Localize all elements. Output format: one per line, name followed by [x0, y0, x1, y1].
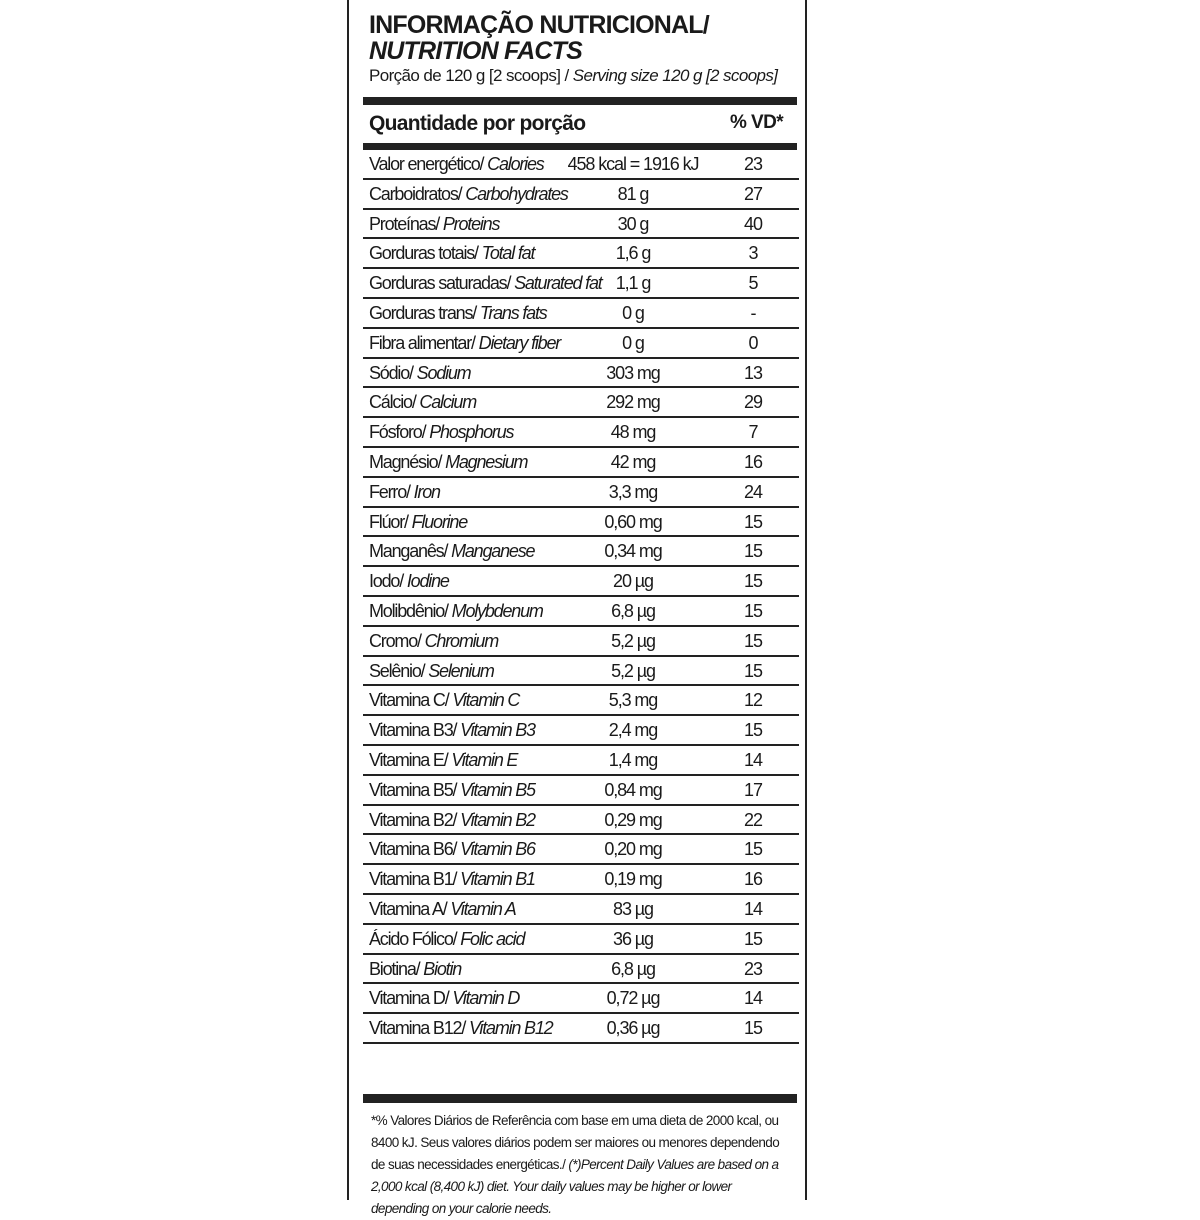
table-row [363, 239, 799, 269]
nutrient-name-en: Magnesium [445, 451, 528, 472]
nutrient-name [369, 392, 476, 413]
table-row [363, 180, 799, 210]
nutrient-name [369, 720, 535, 741]
nutrient-name-pt: Vitamina B3/ [369, 720, 461, 741]
table-row [363, 597, 799, 627]
table-row [363, 359, 799, 389]
nutrient-name [369, 512, 467, 533]
nutrient-name-pt: Selênio/ [369, 660, 429, 681]
nutrient-dv: - [750, 302, 756, 323]
nutrient-amount: 42 mg [610, 451, 656, 472]
nutrient-name-pt: Gorduras totais/ [369, 243, 482, 264]
nutrient-name [369, 482, 440, 503]
nutrient-name-en: Proteins [442, 213, 500, 234]
nutrient-name [369, 988, 519, 1009]
table-row [363, 984, 799, 1014]
nutrient-dv: 24 [743, 481, 763, 502]
table-row [363, 418, 799, 448]
table-row [363, 746, 799, 776]
nutrient-name [369, 750, 517, 771]
nutrient-dv: 15 [743, 541, 763, 562]
nutrient-name [369, 541, 534, 562]
nutrient-name-pt: Vitamina B1/ [369, 869, 461, 890]
nutrient-amount: 0,72 µg [606, 988, 660, 1009]
nutrient-name-pt: Manganês/ [369, 541, 452, 562]
nutrient-name [369, 899, 516, 920]
nutrient-name-pt: Magnésio/ [369, 451, 446, 472]
nutrient-dv: 23 [743, 154, 763, 174]
nutrient-name-en: Folic acid [460, 928, 525, 949]
table-header [363, 108, 797, 144]
nutrient-name [369, 363, 470, 384]
nutrient-amount: 303 mg [606, 362, 660, 383]
footnote-pt: *% Valores Diários de Referência com base em uma dieta de 2000 kcal, ou 8400 kJ. Seus valores diários podem ser maiores ou menores dependendo de suas necessidades energéticas./ [371, 1113, 780, 1172]
nutrient-name-en: Selenium [428, 660, 494, 681]
nutrient-name-en: Phosphorus [429, 422, 514, 443]
nutrient-name-en: Fluorine [411, 511, 468, 532]
nutrient-name-en: Trans fats [479, 302, 547, 323]
nutrient-dv: 15 [743, 511, 763, 532]
nutrient-name [369, 303, 547, 324]
table-row [363, 955, 799, 985]
table-row [363, 806, 799, 836]
nutrient-dv: 14 [743, 749, 763, 770]
nutrient-name [369, 780, 535, 801]
nutrient-name-en: Iron [413, 481, 440, 502]
nutrient-name-en: Sodium [416, 362, 471, 383]
nutrient-dv: 0 [748, 332, 758, 353]
nutrient-name [369, 959, 461, 980]
nutrient-amount: 6,8 µg [611, 958, 655, 979]
serving-size-en: Serving size 120 g [2 scoops] [572, 66, 778, 85]
nutrient-amount: 36 µg [613, 928, 653, 949]
nutrient-dv: 17 [743, 779, 763, 800]
nutrient-name-en: Iodine [406, 571, 449, 592]
dv-header: % VD* [730, 112, 783, 133]
nutrient-name-pt: Cromo/ [369, 630, 425, 651]
nutrient-dv: 13 [743, 362, 763, 383]
nutrient-name [369, 154, 544, 175]
nutrient-dv: 14 [743, 898, 763, 919]
table-row [363, 865, 799, 895]
nutrient-dv: 15 [743, 571, 763, 592]
nutrient-amount: 5,3 mg [608, 690, 658, 711]
table-row [363, 388, 799, 418]
nutrient-dv: 15 [743, 1018, 763, 1039]
nutrient-name-en: Molybdenum [451, 600, 543, 621]
nutrient-dv: 15 [743, 600, 763, 621]
nutrient-name-en: Vitamin D [452, 988, 520, 1009]
nutrient-name-en: Biotin [423, 958, 462, 979]
nutrient-amount: 81 g [617, 183, 649, 204]
nutrient-name-pt: Molibdênio/ [369, 600, 452, 621]
nutrient-name-pt: Cálcio/ [369, 392, 420, 413]
nutrient-name-pt: Fósforo/ [369, 422, 430, 443]
nutrient-amount: 1,4 mg [608, 749, 658, 770]
nutrient-name [369, 690, 519, 711]
nutrient-name-en: Vitamin B12 [468, 1018, 553, 1039]
serving-size-pt: Porção de 120 g [2 scoops] / [369, 66, 573, 85]
table-row [363, 567, 799, 597]
nutrient-name-pt: Gorduras saturadas/ [369, 273, 515, 294]
nutrient-dv: 15 [743, 928, 763, 949]
nutrient-amount: 458 kcal = 1916 kJ [567, 154, 699, 174]
nutrient-dv: 29 [743, 392, 763, 413]
nutrient-name-pt: Vitamina B2/ [369, 809, 461, 830]
nutrient-amount: 0,36 µg [606, 1018, 660, 1039]
nutrient-name-en: Vitamin E [451, 749, 518, 770]
nutrient-name-pt: Vitamina E/ [369, 749, 452, 770]
nutrient-name-en: Carbohydrates [465, 183, 568, 204]
nutrient-amount: 0 g [622, 332, 644, 353]
table-row [363, 776, 799, 806]
table-row [363, 478, 799, 508]
nutrient-amount: 2,4 mg [608, 720, 658, 741]
nutrient-dv: 12 [743, 690, 763, 711]
nutrient-name-en: Saturated fat [514, 273, 602, 294]
nutrient-name-pt: Vitamina D/ [369, 988, 453, 1009]
nutrient-name [369, 810, 535, 831]
table-row [363, 657, 799, 687]
nutrient-name [369, 1018, 552, 1039]
nutrient-name-pt: Vitamina C/ [369, 690, 453, 711]
nutrient-name [369, 184, 568, 205]
nutrient-name-pt: Iodo/ [369, 571, 407, 592]
nutrient-amount: 30 g [617, 213, 649, 234]
nutrient-amount: 20 µg [613, 571, 653, 592]
nutrient-name-en: Vitamin B2 [460, 809, 535, 830]
nutrient-amount: 0,34 mg [604, 541, 662, 562]
nutrient-name [369, 214, 499, 235]
nutrient-name-pt: Ferro/ [369, 481, 414, 502]
nutrient-amount: 0,20 mg [604, 839, 662, 860]
nutrient-name [369, 869, 535, 890]
table-row [363, 508, 799, 538]
nutrient-amount: 292 mg [606, 392, 660, 413]
nutrient-dv: 15 [743, 720, 763, 741]
nutrient-name [369, 422, 513, 443]
nutrient-amount: 1,1 g [615, 273, 651, 294]
thick-divider-middle [363, 143, 797, 150]
nutrient-name [369, 243, 534, 264]
table-row [363, 835, 799, 865]
nutrient-name-en: Manganese [451, 541, 535, 562]
nutrient-amount: 0,60 mg [604, 511, 662, 532]
nutrient-dv: 14 [743, 988, 763, 1009]
serving-size [369, 66, 777, 86]
table-row [363, 1014, 799, 1044]
nutrient-amount: 48 mg [610, 422, 656, 443]
nutrient-amount: 0,84 mg [604, 779, 662, 800]
nutrient-amount: 5,2 µg [611, 630, 655, 651]
table-row [363, 150, 799, 180]
table-row [363, 210, 799, 240]
nutrient-name [369, 452, 527, 473]
nutrient-name-pt: Vitamina B12/ [369, 1018, 469, 1039]
nutrient-amount: 0 g [622, 302, 644, 323]
nutrient-name-en: Calcium [419, 392, 477, 413]
nutrient-dv: 15 [743, 660, 763, 681]
nutrient-dv: 40 [743, 213, 763, 234]
nutrient-name [369, 601, 543, 622]
table-row [363, 269, 799, 299]
nutrient-name-en: Vitamin B6 [460, 839, 535, 860]
table-row [363, 925, 799, 955]
nutrient-name-en: Vitamin B1 [460, 869, 535, 890]
nutrient-dv: 7 [748, 422, 758, 443]
nutrient-dv: 3 [748, 243, 758, 264]
nutrient-amount: 0,29 mg [604, 809, 662, 830]
table-row [363, 448, 799, 478]
table-row [363, 686, 799, 716]
nutrient-name-pt: Proteínas/ [369, 213, 443, 234]
nutrient-amount: 83 µg [613, 898, 653, 919]
nutrient-dv: 16 [743, 869, 763, 890]
nutrient-dv: 23 [743, 958, 763, 979]
nutrient-name-en: Vitamin A [450, 898, 516, 919]
table-row [363, 299, 799, 329]
table-row [363, 537, 799, 567]
table-row [363, 627, 799, 657]
nutrition-label [347, 0, 807, 1216]
nutrient-name-en: Dietary fiber [478, 332, 561, 353]
thick-divider-top [363, 97, 797, 105]
nutrient-name-pt: Fibra alimentar/ [369, 332, 479, 353]
nutrient-dv: 15 [743, 839, 763, 860]
nutrient-name-en: Calories [487, 154, 544, 174]
table-row [363, 716, 799, 746]
nutrient-name-en: Total fat [481, 243, 535, 264]
nutrient-name-en: Chromium [424, 630, 499, 651]
table-row [363, 329, 799, 359]
label-title: INFORMAÇÃO NUTRICIONAL/ [369, 11, 709, 39]
nutrient-name [369, 839, 535, 860]
nutrient-amount: 5,2 µg [611, 660, 655, 681]
nutrient-dv: 16 [743, 451, 763, 472]
nutrient-name [369, 661, 494, 682]
nutrient-name-pt: Vitamina B6/ [369, 839, 461, 860]
quantity-header: Quantidade por porção [369, 112, 586, 135]
nutrient-table [363, 150, 799, 1044]
nutrient-name-pt: Vitamina A/ [369, 898, 451, 919]
nutrient-name-pt: Gorduras trans/ [369, 302, 480, 323]
footnote-en: (*)Percent Daily Values are based on a 2,000 kcal (8,400 kJ) diet. Your daily values may be higher or lower depending on your calorie needs. [371, 1157, 779, 1216]
nutrient-name [369, 571, 449, 592]
nutrient-amount: 3,3 mg [608, 481, 658, 502]
label-subtitle: NUTRITION FACTS [369, 37, 582, 65]
nutrient-name [369, 631, 498, 652]
nutrient-dv: 5 [748, 273, 758, 294]
nutrient-dv: 22 [743, 809, 763, 830]
nutrient-name-pt: Biotina/ [369, 958, 424, 979]
nutrient-name-en: Vitamin B5 [460, 779, 535, 800]
nutrient-name-pt: Valor energético/ [369, 154, 488, 174]
nutrient-amount: 6,8 µg [611, 600, 655, 621]
nutrient-name-pt: Vitamina B5/ [369, 779, 461, 800]
nutrient-name [369, 929, 524, 950]
nutrient-amount: 0,19 mg [604, 869, 662, 890]
table-row [363, 895, 799, 925]
nutrient-name-en: Vitamin C [452, 690, 520, 711]
nutrient-name-pt: Sódio/ [369, 362, 417, 383]
nutrient-name-en: Vitamin B3 [460, 720, 535, 741]
nutrient-dv: 15 [743, 630, 763, 651]
nutrient-name-pt: Carboidratos/ [369, 183, 466, 204]
thick-divider-bottom [363, 1094, 797, 1103]
footnote [371, 1110, 791, 1220]
nutrient-name-pt: Flúor/ [369, 511, 412, 532]
nutrient-dv: 27 [743, 183, 763, 204]
nutrient-amount: 1,6 g [615, 243, 651, 264]
nutrient-name [369, 333, 560, 354]
nutrient-name-pt: Ácido Fólico/ [369, 928, 461, 949]
